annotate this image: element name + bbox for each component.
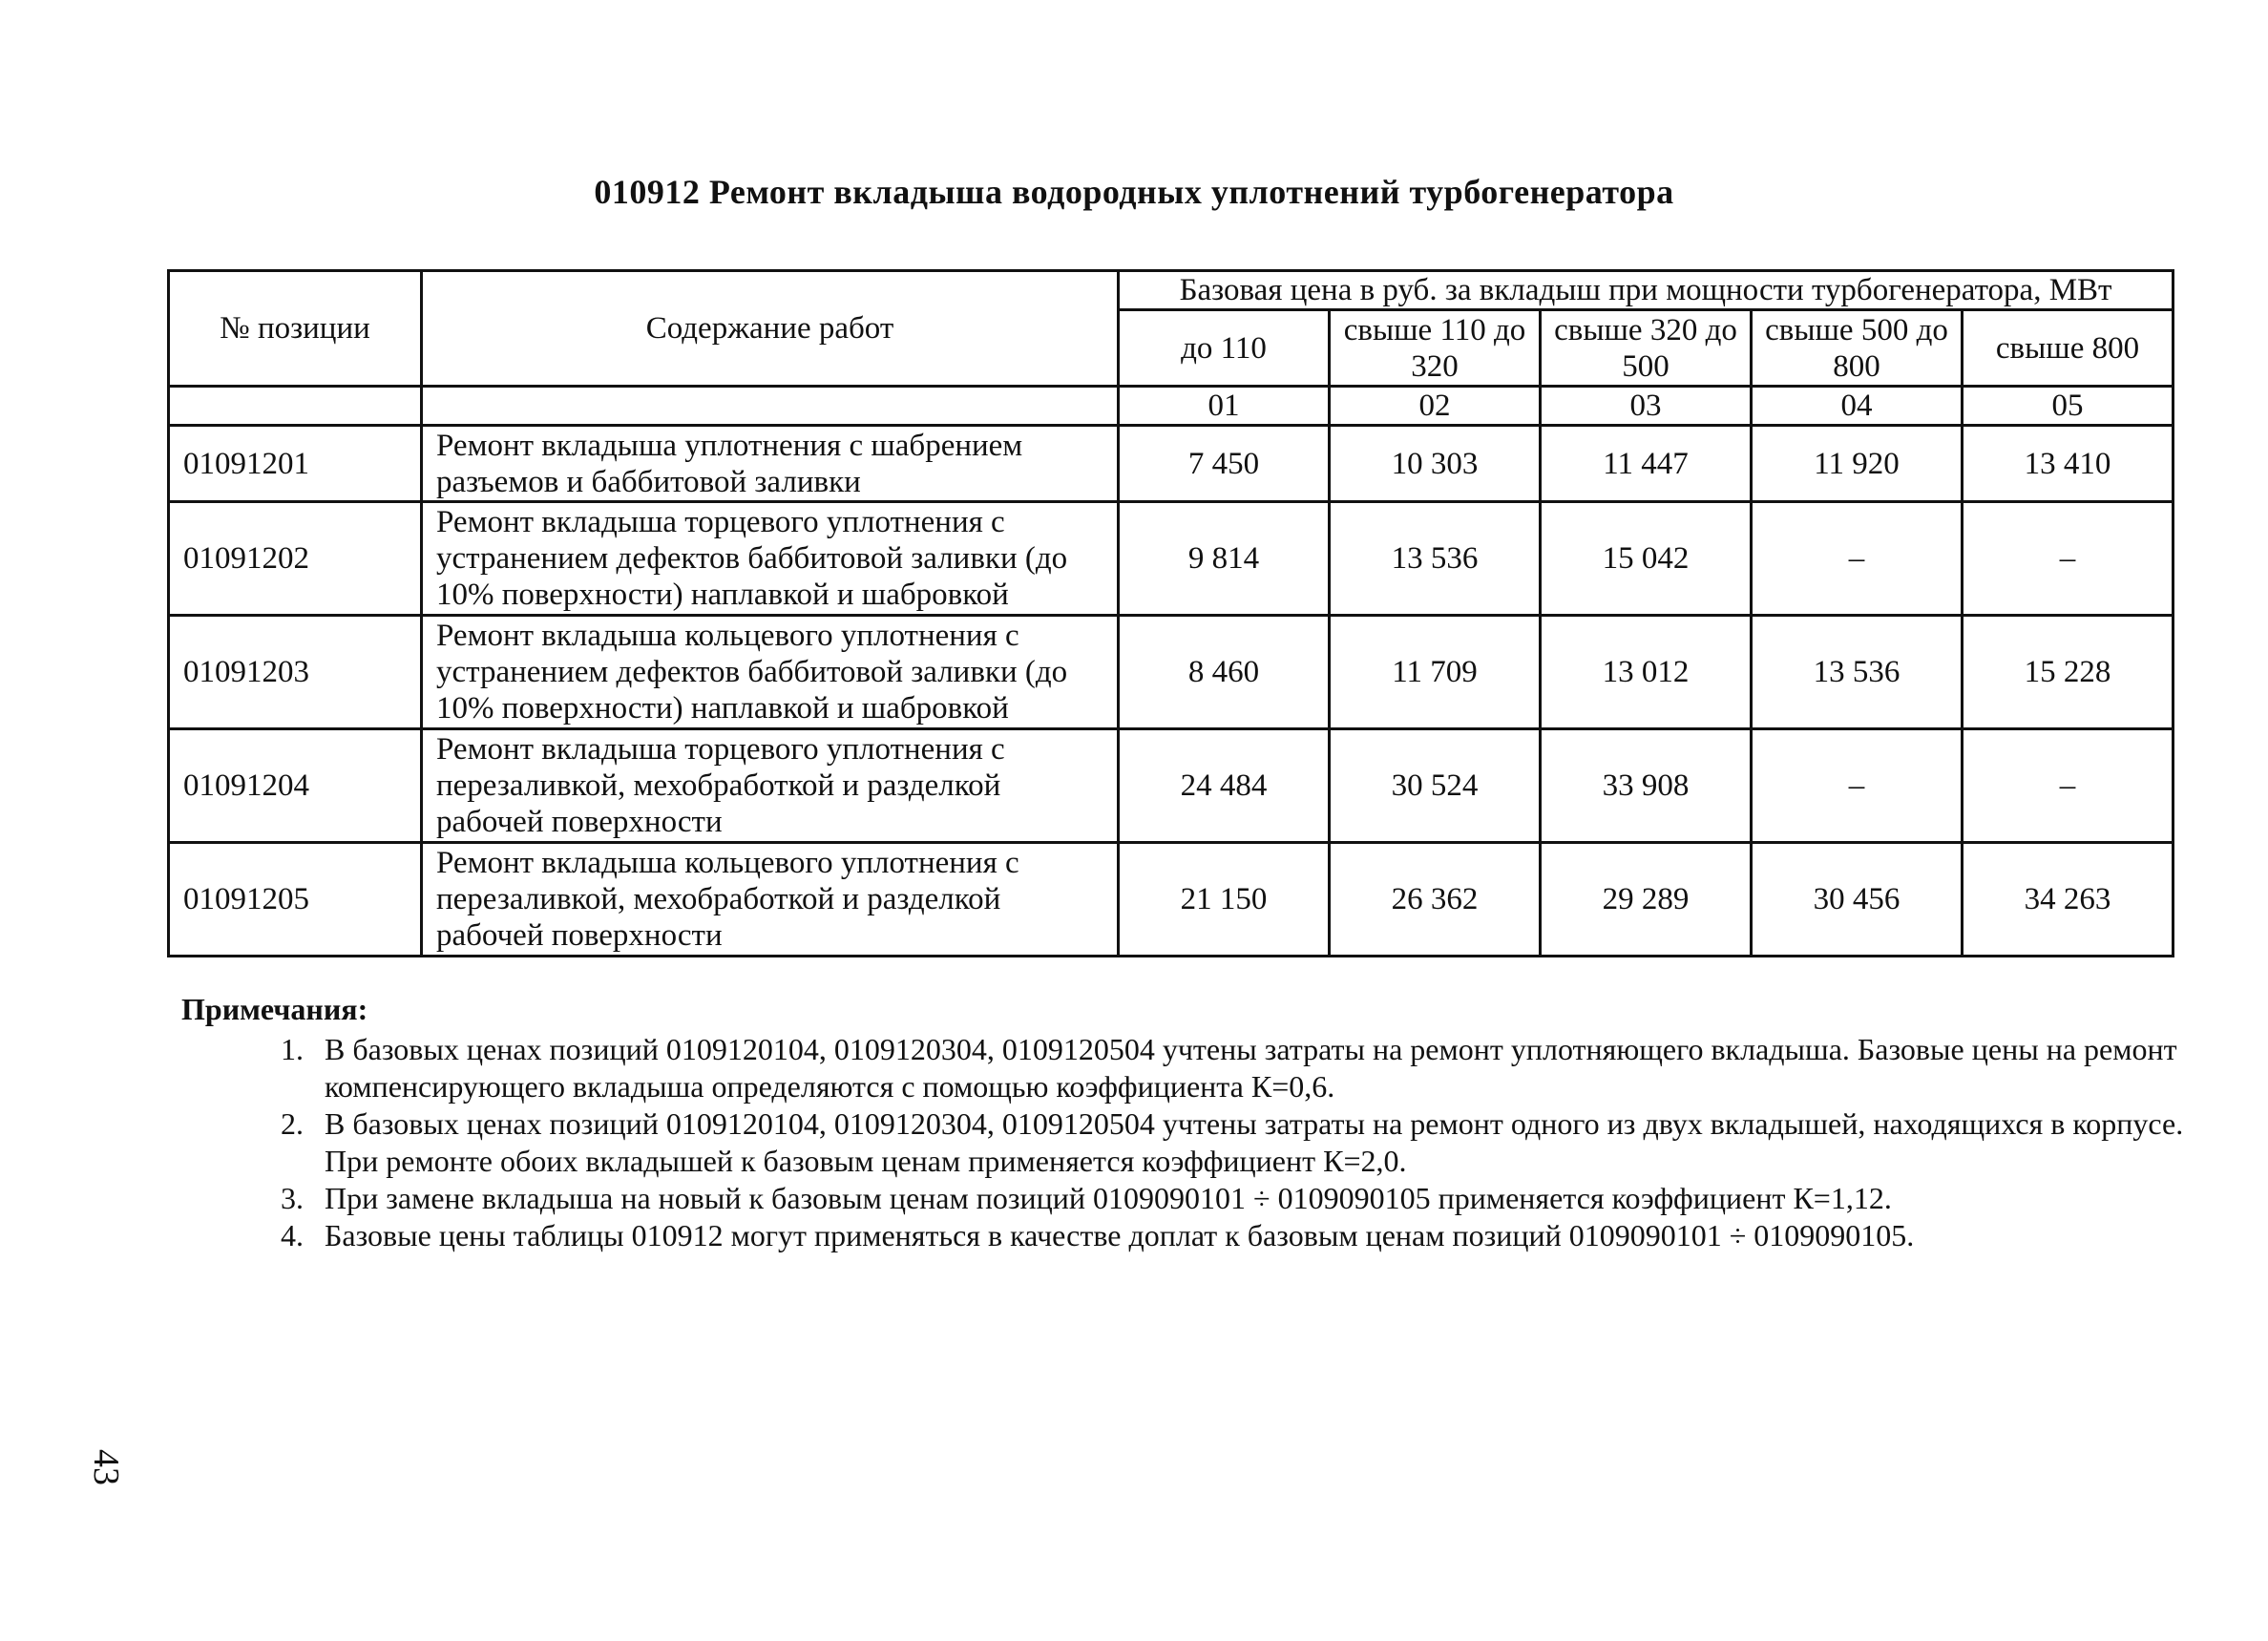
price-cell: 13 536 [1752,616,1963,729]
power-range-header: свыше 320 до 500 [1541,310,1752,387]
note-item [181,1031,2186,1105]
price-cell: 24 484 [1119,729,1330,843]
note-text: В базовых ценах позиций 0109120104, 0109120304, 0109120504 учтены затраты на ремонт уплотняющего вкладыша. Базовые цены на ремонт компенсирующего вкладыша определяются с помощью коэффициента К=0,6. [325,1032,2177,1104]
note-number: 4. [281,1218,304,1252]
notes-heading: Примечания: [181,992,368,1026]
price-table [167,269,2174,957]
work-cell: Ремонт вкладыша торцевого уплотнения с устранением дефектов баббитовой заливки (до 10% поверхности) наплавкой и шабровкой [422,502,1119,616]
table-row [169,729,2174,843]
position-cell: 01091205 [169,843,422,957]
power-range-header: свыше 110 до 320 [1330,310,1541,387]
price-cell: – [1752,502,1963,616]
position-cell: 01091203 [169,616,422,729]
position-cell: 01091201 [169,426,422,502]
note-item [181,1180,2186,1217]
power-code-header: 03 [1541,387,1752,426]
note-text: В базовых ценах позиций 0109120104, 0109120304, 0109120504 учтены затраты на ремонт одного из двух вкладышей, находящихся в корпусе. При ремонте обоих вкладышей к базовым ценам применяется коэффициент К=2,0. [325,1106,2184,1178]
price-cell: 13 410 [1963,426,2174,502]
note-item [181,1217,2186,1254]
price-cell: 26 362 [1330,843,1541,957]
note-number: 2. [281,1106,304,1141]
empty-cell [169,387,422,426]
col-work-header: Содержание работ [422,271,1119,387]
power-code-header: 02 [1330,387,1541,426]
empty-cell [422,387,1119,426]
table-row [169,843,2174,957]
work-cell: Ремонт вкладыша кольцевого уплотнения с устранением дефектов баббитовой заливки (до 10% поверхности) наплавкой и шабровкой [422,616,1119,729]
notes-section [181,991,2186,1254]
price-cell: 34 263 [1963,843,2174,957]
price-cell: 7 450 [1119,426,1330,502]
price-cell: 30 456 [1752,843,1963,957]
price-cell: 10 303 [1330,426,1541,502]
price-cell: – [1963,502,2174,616]
col-position-header: № позиции [169,271,422,387]
power-range-header: свыше 800 [1963,310,2174,387]
power-code-header: 05 [1963,387,2174,426]
price-cell: 21 150 [1119,843,1330,957]
work-cell: Ремонт вкладыша торцевого уплотнения с перезаливкой, мехобработкой и разделкой рабочей поверхности [422,729,1119,843]
note-text: Базовые цены таблицы 010912 могут применяться в качестве доплат к базовым ценам позиций 0109090101 ÷ 0109090105. [325,1218,1915,1252]
page-number: 43 [86,1449,126,1485]
price-cell: 8 460 [1119,616,1330,729]
note-text: При замене вкладыша на новый к базовым ценам позиций 0109090101 ÷ 0109090105 применяется коэффициент К=1,12. [325,1181,1892,1215]
table-header [169,271,2174,426]
work-cell: Ремонт вкладыша уплотнения с шабрением разъемов и баббитовой заливки [422,426,1119,502]
power-range-header: до 110 [1119,310,1330,387]
page-title: 010912 Ремонт вкладыша водородных уплотнений турбогенератора [594,173,1674,211]
price-cell: 11 709 [1330,616,1541,729]
power-code-header: 01 [1119,387,1330,426]
price-cell: 11 920 [1752,426,1963,502]
price-cell: 15 042 [1541,502,1752,616]
note-item [181,1105,2186,1180]
table-row [169,426,2174,502]
price-cell: – [1963,729,2174,843]
price-cell: 11 447 [1541,426,1752,502]
table-row [169,616,2174,729]
price-cell: 30 524 [1330,729,1541,843]
price-group-header: Базовая цена в руб. за вкладыш при мощности турбогенератора, МВт [1119,271,2174,310]
price-cell: 13 536 [1330,502,1541,616]
price-cell: 33 908 [1541,729,1752,843]
price-cell: 9 814 [1119,502,1330,616]
note-number: 3. [281,1181,304,1215]
price-cell: 15 228 [1963,616,2174,729]
price-cell: 29 289 [1541,843,1752,957]
price-cell: 13 012 [1541,616,1752,729]
note-number: 1. [281,1032,304,1066]
work-cell: Ремонт вкладыша кольцевого уплотнения с перезаливкой, мехобработкой и разделкой рабочей поверхности [422,843,1119,957]
position-cell: 01091202 [169,502,422,616]
position-cell: 01091204 [169,729,422,843]
table-row [169,502,2174,616]
price-cell: – [1752,729,1963,843]
power-range-header: свыше 500 до 800 [1752,310,1963,387]
power-code-header: 04 [1752,387,1963,426]
